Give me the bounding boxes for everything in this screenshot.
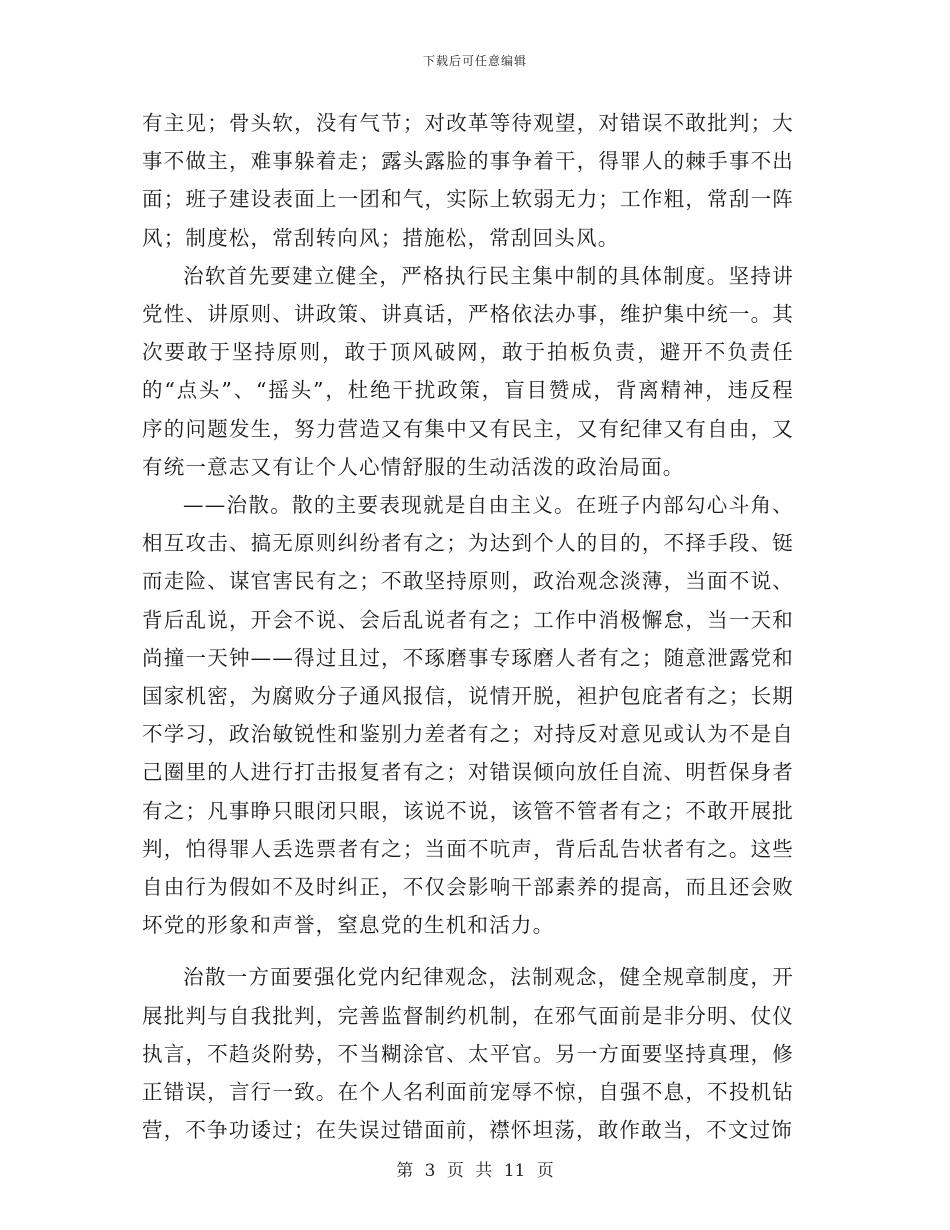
paragraph-continuation: 有主见；骨头软，没有气节；对改革等待观望，对错误不敢批判；大事不做主，难事躲着走；露头露脸的事争着干，得罪人的棘手事不出面；班子建设表面上一团和气，实际上软弱无力；工作粗，常刮一阵风；制度松，常刮转向风；措施松，常刮回头风。 [142, 111, 794, 250]
paragraph-zhi-san: ——治散。散的主要表现就是自由主义。在班子内部勾心斗角、相互攻击、搞无原则纠纷者有之；为达到个人的目的，不择手段、铤而走险、谋官害民有之；不敢坚持原则，政治观念淡薄，当面不说、背后乱说，开会不说、会后乱说者有之；工作中消极懈怠，当一天和尚撞一天钟——得过且过，不琢磨事专琢磨人者有之；随意泄露党和国家机密，为腐败分子通风报信，说情开脱，袒护包庇者有之；长期不学习，政治敏锐性和鉴别力差者有之；对持反对意见或认为不是自己圈里的人进行打击报复者有之；对错误倾向放任自流、明哲保身者有之；凡事睁只眼闭只眼，该说不说，该管不管者有之；不敢开展批判，怕得罪人丢选票者有之；当面不吭声，背后乱告状者有之。这些自由行为假如不及时纠正，不仅会影响干部素养的提高，而且还会败坏党的形象和声誉，窒息党的生机和活力。 [142, 493, 794, 938]
page-number-footer: 第 3 页 共 11 页 [396, 1161, 554, 1181]
paragraph-zhi-san-measures: 治散一方面要强化党内纪律观念，法制观念，健全规章制度，开展批判与自我批判，完善监督制约机制，在邪气面前是非分明、仗仪执言，不趋炎附势，不当糊涂官、太平官。另一方面要坚持真理，修正错误，言行一致。在个人名利面前宠辱不惊，自强不息，不投机钻营，不争功诿过；在失误过错面前，襟怀坦荡，敢作敢当，不文过饰 [142, 965, 794, 1143]
document-body [142, 104, 794, 1149]
page-header: 下载后可任意编辑 [422, 54, 527, 68]
paragraph-zhi-ruan: 治软首先要建立健全，严格执行民主集中制的具体制度。坚持讲党性、讲原则、讲政策、讲真话，严格依法办事，维护集中统一。其次要敢于坚持原则，敢于顶风破网，敢于拍板负责，避开不负责任的“点头”、“摇头”，杜绝干扰政策，盲目赞成，背离精神，违反程序的问题发生，努力营造又有集中又有民主，又有纪律又有自由，又有统一意志又有让个人心情舒服的生动活泼的政治局面。 [142, 263, 794, 479]
